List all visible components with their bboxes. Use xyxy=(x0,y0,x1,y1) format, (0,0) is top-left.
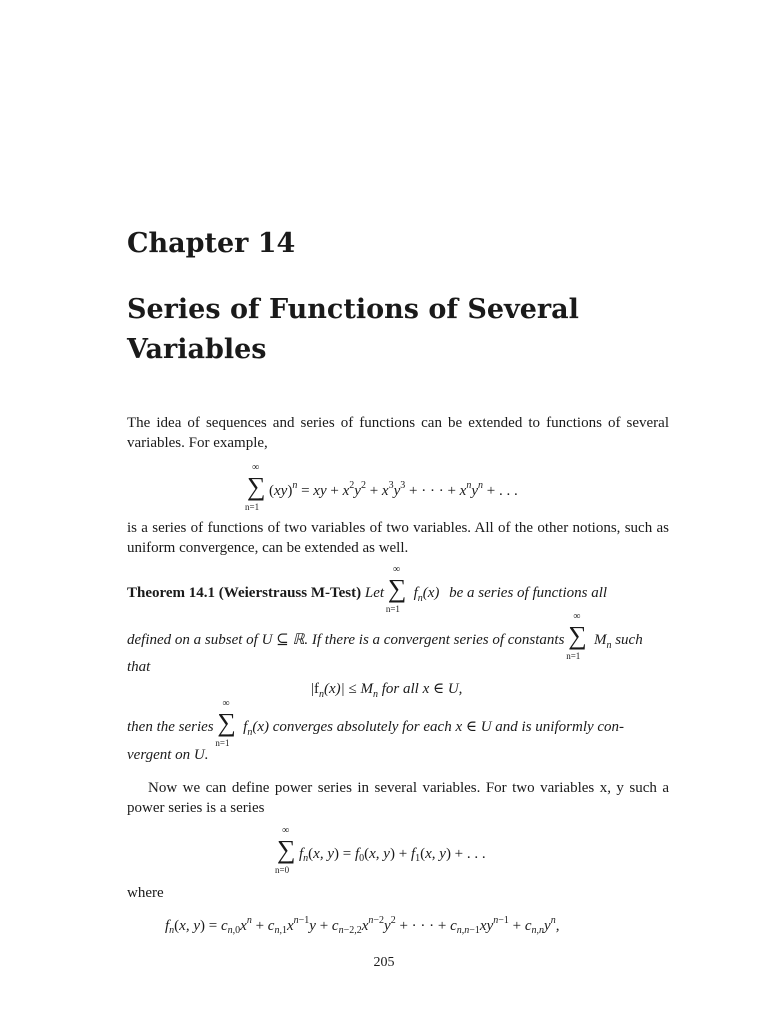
summation-symbol: ∑ ∞ n=1 xyxy=(245,462,266,512)
theorem-text: f xyxy=(413,585,418,601)
theorem-text: converges absolutely for each x ∈ U and is uniformly con- xyxy=(272,719,625,735)
theorem-text: be a series of functions all xyxy=(449,585,608,601)
power-series-equation: ∑ ∞ n=0 $f_n(x$, $y) = f_0(x$, $y) + f_1(x$, y) + . . . xyxy=(275,825,486,875)
power-series-paragraph: Now we can define power series in several variables. For two variables x, y such a power series is a series xyxy=(127,780,669,816)
example-series-equation: ∑ ∞ n=1 (xy)$^n$ = xy + $x^2y^2 + x^3y^3$ + · · · + $x^ny^n$ + . . . xyxy=(245,462,518,512)
theorem-line-2: defined on a subset of U ⊆ ℝ. If there is a convergent series of constants ∑ ∞ n=1 $M_n$ such xyxy=(127,611,643,661)
inequality-part: |f xyxy=(311,681,319,697)
page-number: 205 xyxy=(373,955,395,970)
summation-symbol: ∑ ∞ n=1 xyxy=(385,564,407,614)
sum-upper-limit: ∞ xyxy=(282,825,290,836)
sum-upper-limit: ∞ xyxy=(252,462,260,473)
theorem-heading: Theorem 14.1 (Weierstrauss M-Test) xyxy=(127,585,362,601)
theorem-text: defined on a subset of U ⊆ ℝ. If there is a convergent series of constants xyxy=(127,632,565,648)
sum-lower-limit: n=0 xyxy=(275,865,290,875)
chapter-label: Chapter 14 xyxy=(127,228,296,259)
inequality-part: for all x ∈ U, xyxy=(381,681,463,697)
sum-lower-limit: n=1 xyxy=(245,502,260,512)
chapter-title: Series of Functions of Several Variables xyxy=(127,294,579,365)
theorem-line-3: that xyxy=(127,659,151,675)
theorem-line-4: then the series ∑ ∞ n=1 $f_n(x)$ converges absolutely for each x ∈ U and is uniformly con- xyxy=(127,698,625,748)
after-example-paragraph: is a series of functions of two variables of two variables. All of the other notions, such as uniform convergence, can be extended as well. xyxy=(127,520,669,556)
inequality-part: (x)| ≤ M xyxy=(324,681,373,697)
theorem-inequality: $|f_n(x)| \le M_n$ for all x ∈ U, xyxy=(311,681,463,700)
theorem-text: Let xyxy=(364,585,385,601)
theorem-line-5: vergent on U. xyxy=(127,747,209,763)
summation-symbol: ∑ ∞ n=1 xyxy=(566,611,587,661)
power-series-term-equation: $f_n(x$, $y) = c_{n,0}x^n + c_{n,1}x^{n-1}y + c_{n-2,2}x^{n-2}y^2$ + · · · + $c_{n,n-1}xy^{n-1} + c_{n,n}y^n$, xyxy=(165,915,560,936)
where-text: where xyxy=(127,885,164,901)
theorem-text: then the series xyxy=(127,719,214,735)
summation-symbol: ∑ ∞ n=0 xyxy=(275,825,296,875)
summation-symbol: ∑ ∞ n=1 xyxy=(215,698,236,748)
theorem-text: such xyxy=(615,632,643,648)
intro-paragraph: The idea of sequences and series of functions can be extended to functions of several variables. For example, xyxy=(127,415,669,451)
theorem-line-1: Theorem 14.1 (Weierstrauss M-Test) Let ∑ ∞ n=1 $f_n(x)$ be a series of functions all xyxy=(127,564,608,614)
